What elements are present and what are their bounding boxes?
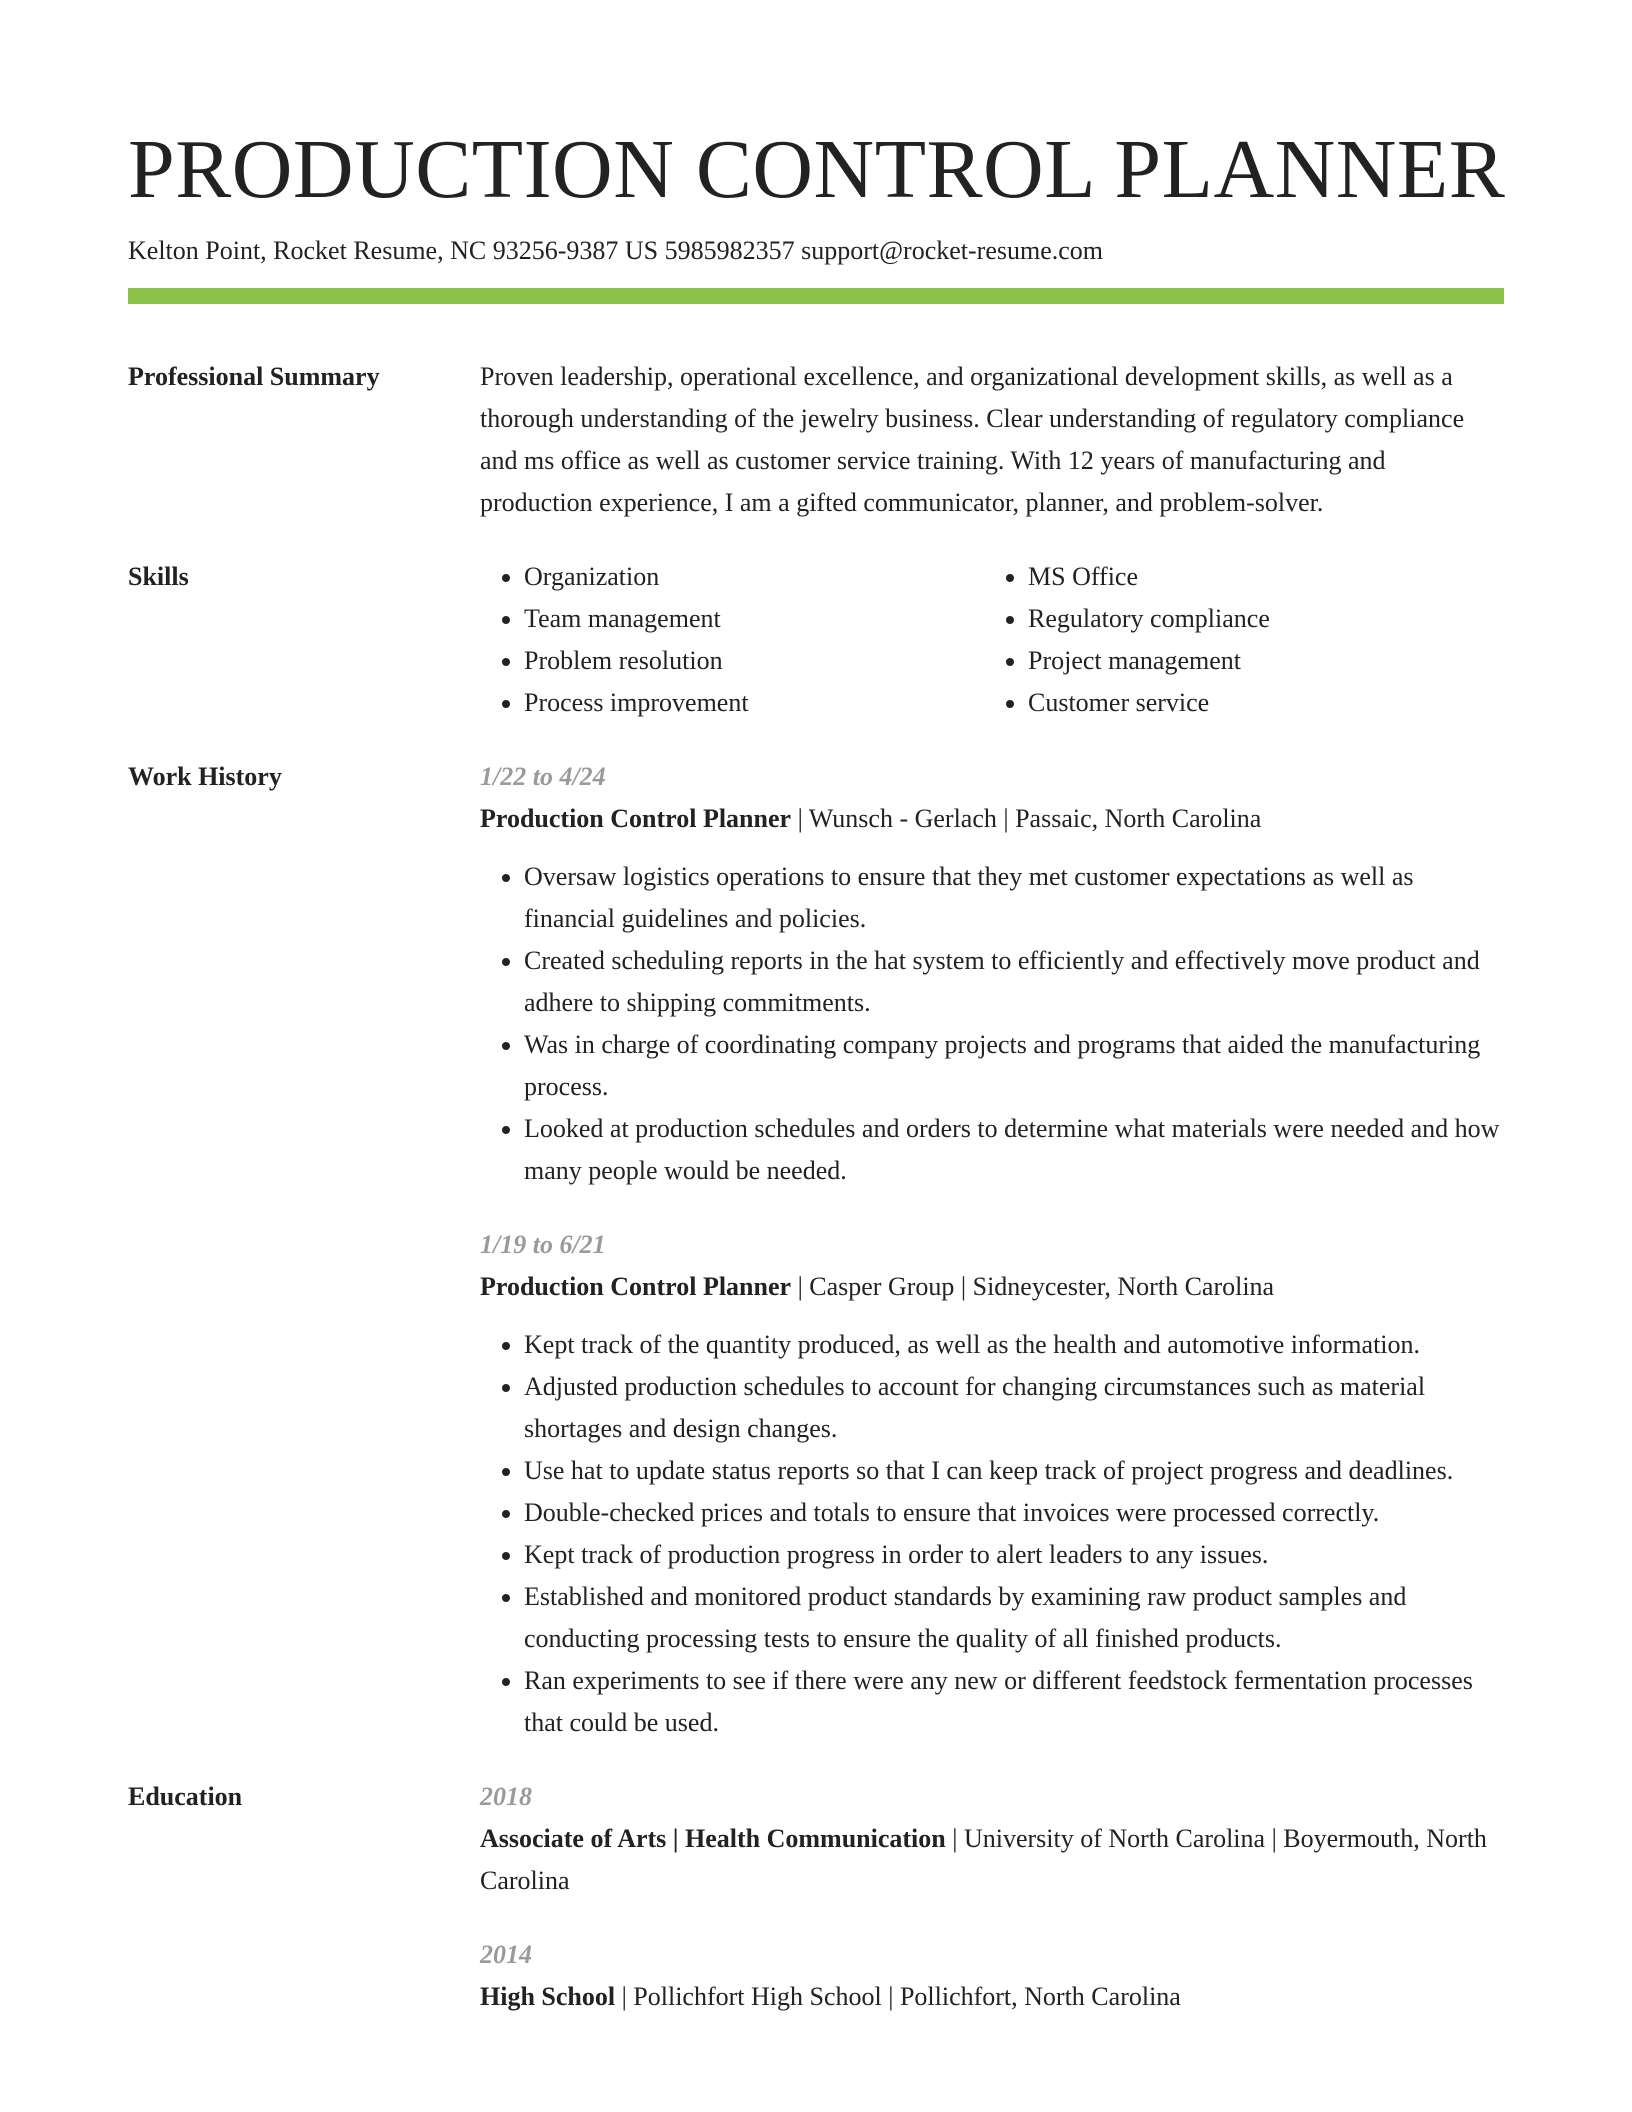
work-history-body xyxy=(480,756,1504,1744)
education-date: 2014 xyxy=(480,1940,532,1969)
education-entry xyxy=(480,1776,1504,1902)
skills-column-left xyxy=(480,556,984,724)
header-divider xyxy=(128,288,1504,304)
skill-item: • Process improvement xyxy=(524,682,984,724)
education-entry xyxy=(480,1934,1504,2018)
education-heading xyxy=(480,1818,1504,1902)
job-bullets xyxy=(480,856,1504,1192)
job-bullet: • Ran experiments to see if there were any new or different feedstock fermentation processes that could be used. xyxy=(524,1660,1504,1744)
education-details: | Pollichfort High School | Pollichfort, North Carolina xyxy=(615,1982,1181,2011)
job-bullet: • Established and monitored product standards by examining raw product samples and conducting processing tests to ensure the quality of all finished products. xyxy=(524,1576,1504,1660)
skill-item: • Problem resolution xyxy=(524,640,984,682)
resume-page xyxy=(128,0,1504,2018)
skill-item: • Organization xyxy=(524,556,984,598)
job-details: | Casper Group | Sidneycester, North Carolina xyxy=(791,1272,1275,1301)
job-heading xyxy=(480,1266,1504,1308)
summary-body xyxy=(480,356,1504,524)
skill-item: • Regulatory compliance xyxy=(1028,598,1488,640)
education-section xyxy=(128,1776,1504,2018)
section-title: Skills xyxy=(128,562,189,591)
job-heading xyxy=(480,798,1504,840)
skills-section xyxy=(128,556,1504,724)
job-bullet: • Use hat to update status reports so that I can keep track of project progress and deadlines. xyxy=(524,1450,1504,1492)
skills-body xyxy=(480,556,1504,724)
job-entry xyxy=(480,756,1504,1192)
resume-name: PRODUCTION CONTROL PLANNER xyxy=(128,123,1506,216)
job-bullet: • Adjusted production schedules to account for changing circumstances such as material shortages and design changes. xyxy=(524,1366,1504,1450)
education-heading xyxy=(480,1976,1504,2018)
job-bullet: • Double-checked prices and totals to ensure that invoices were processed correctly. xyxy=(524,1492,1504,1534)
job-bullet: • Was in charge of coordinating company projects and programs that aided the manufacturing process. xyxy=(524,1024,1504,1108)
education-degree: Associate of Arts | Health Communication xyxy=(480,1824,946,1853)
skill-item: • Customer service xyxy=(1028,682,1488,724)
job-date: 1/19 to 6/21 xyxy=(480,1230,606,1259)
skill-item: • MS Office xyxy=(1028,556,1488,598)
section-title: Professional Summary xyxy=(128,362,380,391)
work-history-section xyxy=(128,756,1504,1744)
job-bullet: • Looked at production schedules and orders to determine what materials were needed and how many people would be needed. xyxy=(524,1108,1504,1192)
education-date: 2018 xyxy=(480,1782,532,1811)
summary-section xyxy=(128,356,1504,524)
skill-item: • Project management xyxy=(1028,640,1488,682)
job-details: | Wunsch - Gerlach | Passaic, North Carolina xyxy=(791,804,1262,833)
skills-column-right xyxy=(984,556,1488,724)
skill-item: • Team management xyxy=(524,598,984,640)
job-date: 1/22 to 4/24 xyxy=(480,762,606,791)
contact-line: Kelton Point, Rocket Resume, NC 93256-9387 US 5985982357 support@rocket-resume.com xyxy=(128,236,1103,265)
education-details: | University of North Carolina | Boyermouth, North Carolina xyxy=(480,1824,1487,1895)
education-degree: High School xyxy=(480,1982,616,2011)
education-body xyxy=(480,1776,1504,2018)
skills-grid xyxy=(480,556,1504,724)
job-role: Production Control Planner xyxy=(480,804,792,833)
job-bullet: • Created scheduling reports in the hat system to efficiently and effectively move product and adhere to shipping commitments. xyxy=(524,940,1504,1024)
job-bullet: • Kept track of production progress in order to alert leaders to any issues. xyxy=(524,1534,1504,1576)
job-bullet: • Oversaw logistics operations to ensure that they met customer expectations as well as financial guidelines and policies. xyxy=(524,856,1504,940)
job-entry xyxy=(480,1224,1504,1744)
section-title: Education xyxy=(128,1782,243,1811)
section-title: Work History xyxy=(128,762,282,791)
job-bullet: • Kept track of the quantity produced, as well as the health and automotive information. xyxy=(524,1324,1504,1366)
job-role: Production Control Planner xyxy=(480,1272,792,1301)
summary-text: Proven leadership, operational excellence, and organizational development skills, as well as a thorough understanding of the jewelry business. Clear understanding of regulatory compliance and ms office as well as customer service training. With 12 years of manufacturing and production experience, I am a gifted communicator, planner, and problem-solver. xyxy=(480,362,1465,517)
job-bullets xyxy=(480,1324,1504,1744)
